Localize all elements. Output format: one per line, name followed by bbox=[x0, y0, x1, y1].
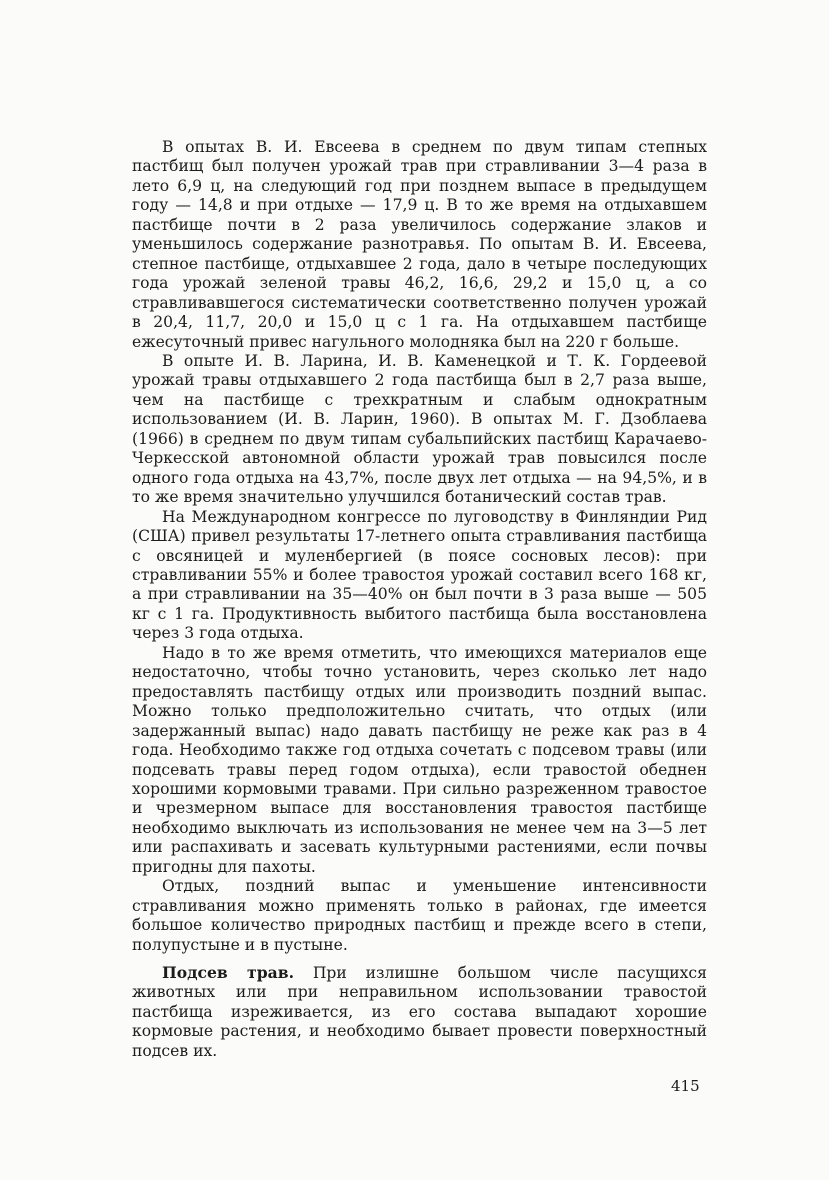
body-text bbox=[132, 138, 707, 1061]
paragraph-evseev-experiments: В опытах В. И. Евсеева в среднем по двум типам степных пастбищ был получен урожай трав при стравливании 3—4 раза в лето 6,9 ц, на следующий год при позднем выпасе в предыдущем году — 14,8 и при отдыхе — 17,9 ц. В то же время на отдыхавшем пастбище почти в 2 раза увеличилось содержание злаков и уменьшилось содержание разнотравья. По опытам В. И. Евсеева, степное пастбище, отдыхавшее 2 года, дало в четыре последующих года урожай зеленой травы 46,2, 16,6, 29,2 и 15,0 ц, а со стравливавшегося систематически соответственно получен урожай в 20,4, 11,7, 20,0 и 15,0 ц с 1 га. На отдыхавшем пастбище ежесуточный привес нагульного молодняка был на 220 г больше. bbox=[132, 138, 707, 351]
section-run-in-heading: Подсев трав. bbox=[162, 963, 294, 983]
paragraph-grass-overseeding bbox=[132, 963, 707, 1061]
paragraph-overseeding-text: При излишне большом числе пасущихся животных или при неправильном использовании травостой пастбища изреживается, из его состава выпадают хорошие кормовые растения, и необходимо бывает провести поверхностный подсев их. bbox=[132, 964, 707, 1060]
paragraph-larin-experiment: В опыте И. В. Ларина, И. В. Каменецкой и Т. К. Гордеевой урожай травы отдыхавшего 2 года пастбища был в 2,7 раза выше, чем на пастбище с трехкратным и слабым однократным использованием (И. В. Ларин, 1960). В опытах М. Г. Дзоблаева (1966) в среднем по двум типам субальпийских пастбищ Карачаево-Черкесской автономной области урожай трав повысился после одного года отдыха на 43,7%, после двух лет отдыха — на 94,5%, и в то же время значительно улучшился ботанический состав трав. bbox=[132, 351, 707, 507]
paragraph-rest-recommendations: Надо в то же время отметить, что имеющихся материалов еще недостаточно, чтобы точно установить, через сколько лет надо предоставлять пастбищу отдых или производить поздний выпас. Можно только предположительно считать, что отдых (или задержанный выпас) надо давать пастбищу не реже как раз в 4 года. Необходимо также год отдыха сочетать с подсевом травы (или подсевать травы перед годом отдыха), если травостой обеднен хорошими кормовыми травами. При сильно разреженном травостое и чрезмерном выпасе для восстановления травостоя пастбище необходимо выключать из использования не менее чем на 3—5 лет или распахивать и засевать культурными растениями, если почвы пригодны для пахоты. bbox=[132, 643, 707, 876]
paragraph-congress-results: На Международном конгрессе по луговодству в Финляндии Рид (США) привел результаты 17-летнего опыта стравливания пастбища с овсяницей и муленбергией (в поясе сосновых лесов): при стравливании 55% и более травостоя урожай составил всего 168 кг, а при стравливании на 35—40% он был почти в 3 раза выше — 505 кг с 1 га. Продуктивность выбитого пастбища была восстановлена через 3 года отдыха. bbox=[132, 507, 707, 643]
page-number: 415 bbox=[671, 1077, 700, 1095]
paragraph-rest-regions: Отдых, поздний выпас и уменьшение интенсивности стравливания можно применять только в районах, где имеется большое количество природных пастбищ и прежде всего в степи, полупустыне и в пустыне. bbox=[132, 877, 707, 954]
